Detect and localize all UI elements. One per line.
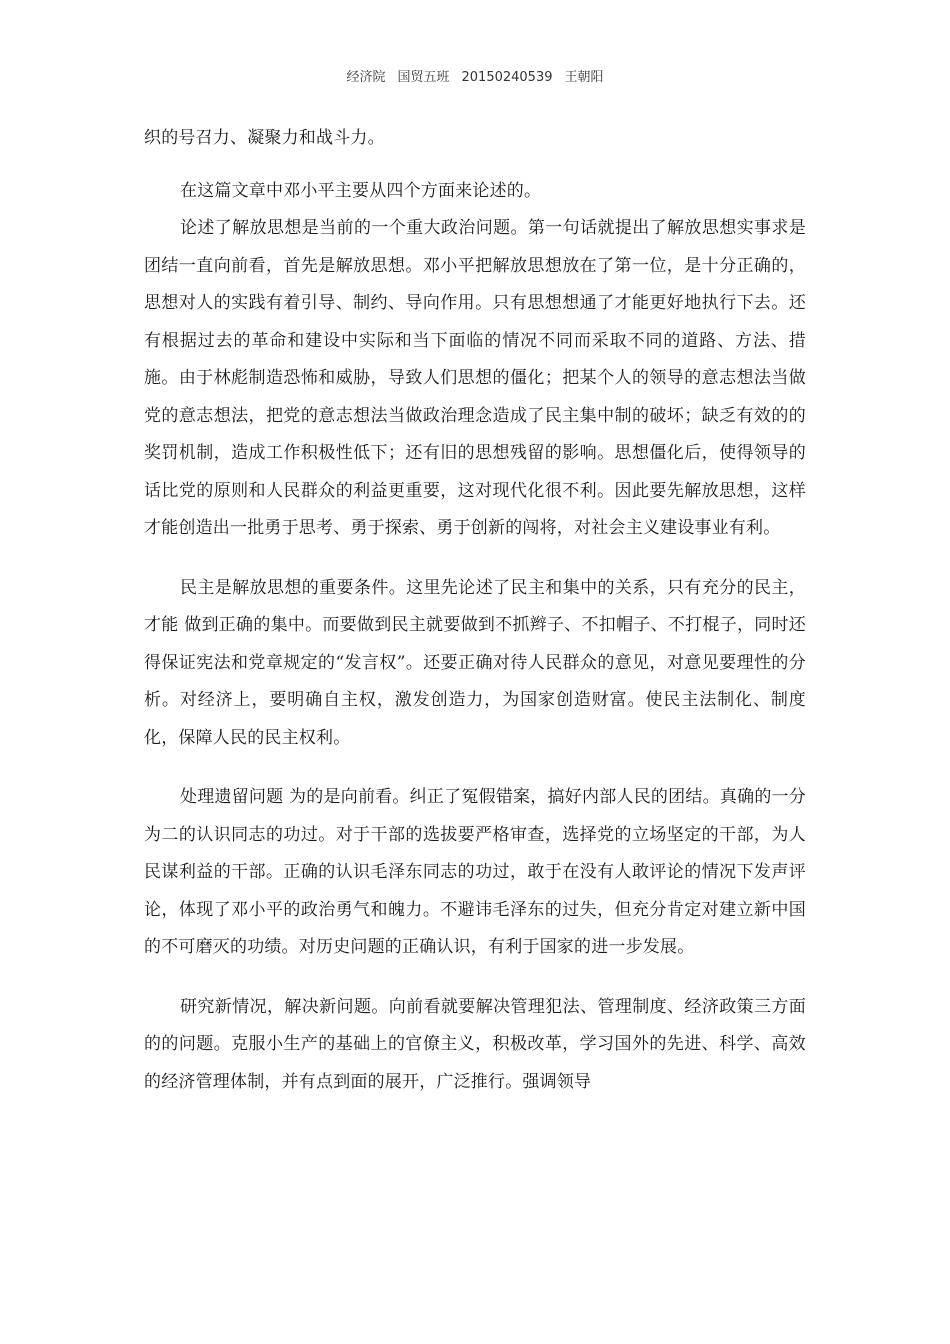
document-body <box>144 120 806 1101</box>
header-school: 经济院 <box>346 70 386 85</box>
header-student-id: 20150240539 <box>461 70 553 85</box>
paragraph-overview: 在这篇文章中邓小平主要从四个方面来论述的。 <box>180 180 542 201</box>
paragraph-democracy: 民主是解放思想的重要条件。这里先论述了民主和集中的关系，只有充分的民主，才能 做到正确的集中。而要做到民主就要做到不抓辫子、不扣帽子、不打棍子，同时还得保证宪法和党章规定的“发言权”。还要正确对待人民群众的意见，对意见要理性的分析。对经济上，要明确自主权，激发创造力，为国家创造财富。使民主法制化、制度化，保障人民的民主权利。 <box>144 577 806 748</box>
paragraph-legacy-issues: 处理遗留问题 为的是向前看。纠正了冤假错案，搞好内部人民的团结。真确的一分为二的认识同志的功过。对于干部的选拔要严格审查，选择党的立场坚定的干部，为人民谋利益的干部。正确的认识毛泽东同志的功过，敢于在没有人敢评论的情况下发声评论，体现了邓小平的政治勇气和魄力。不避讳毛泽东的过失，但充分肯定对建立新中国的不可磨灭的功绩。对历史问题的正确认识，有利于国家的进一步发展。 <box>144 787 806 957</box>
header-name: 王朝阳 <box>564 70 604 85</box>
paragraph-emancipate-thought: 论述了解放思想是当前的一个重大政治问题。第一句话就提出了解放思想实事求是团结一直向前看，首先是解放思想。邓小平把解放思想放在了第一位，是十分正确的，思想对人的实践有着引导、制约、导向作用。只有思想想通了才能更好地执行下去。还有根据过去的革命和建设中实际和当下面临的情况不同而采取不同的道路、方法、措施。由于林彪制造恐怖和威胁，导致人们思想的僵化；把某个人的领导的意志想法当做党的意志想法，把党的意志想法当做政治理念造成了民主集中制的破坏；缺乏有效的的奖罚机制，造成工作积极性低下；还有旧的思想残留的影响。思想僵化后，使得领导的话比党的原则和人民群众的利益更重要，这对现代化很不利。因此要先解放思想，这样才能创造出一批勇于思考、勇于探索、勇于创新的闯将，对社会主义建设事业有利。 <box>144 218 806 538</box>
page-header <box>0 66 950 85</box>
paragraph-new-situations: 研究新情况，解决新问题。向前看就要解决管理犯法、管理制度、经济政策三方面的的问题。克服小生产的基础上的官僚主义，积极改革，学习国外的先进、科学、高效的经济管理体制，并有点到面的展开，广泛推行。强调领导 <box>144 996 806 1092</box>
header-class: 国贸五班 <box>397 70 450 85</box>
paragraph-continuation: 织的号召力、凝聚力和战斗力。 <box>144 128 385 148</box>
